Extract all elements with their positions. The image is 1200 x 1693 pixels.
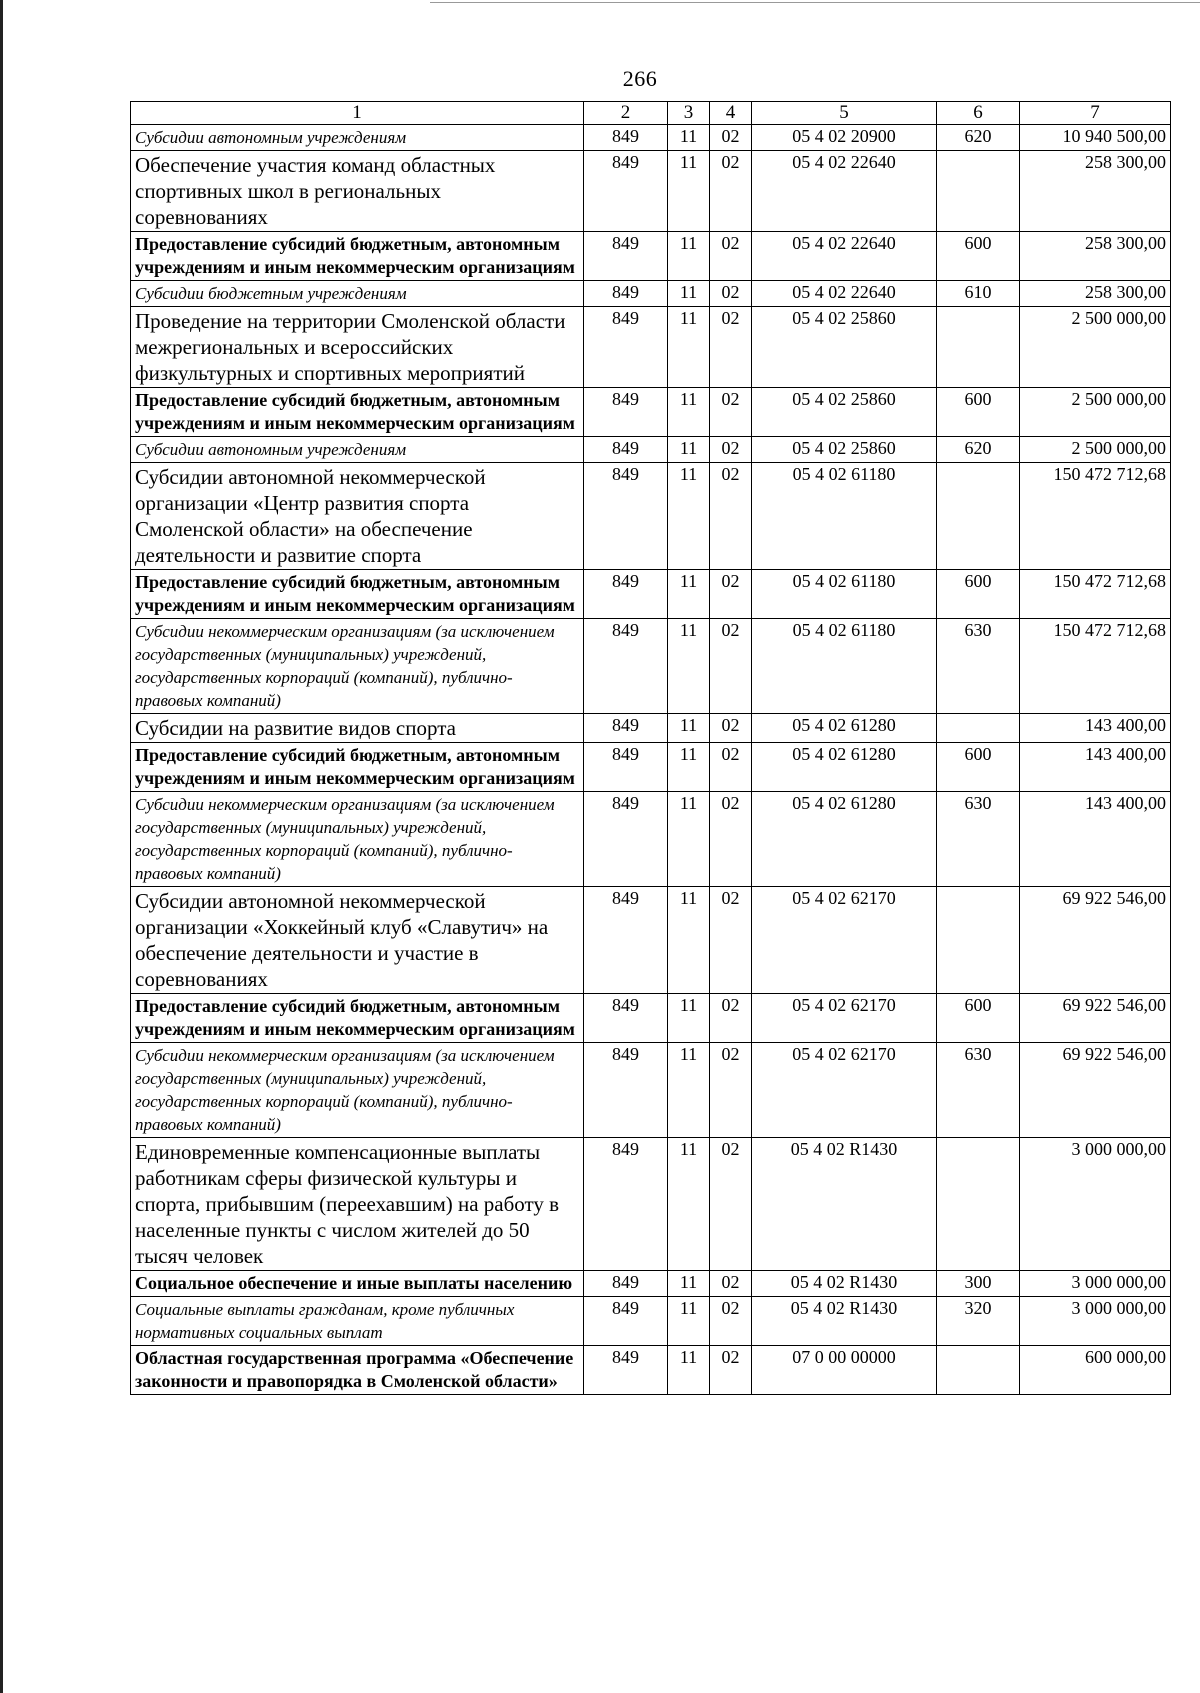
amount-cell: 258 300,00 bbox=[1020, 232, 1171, 281]
amount-cell: 258 300,00 bbox=[1020, 281, 1171, 307]
expense-type-cell: 600 bbox=[937, 743, 1020, 792]
row-name-cell: Субсидии автономным учреждениям bbox=[131, 125, 584, 151]
table-row bbox=[131, 1346, 1171, 1395]
table-row bbox=[131, 1271, 1171, 1297]
subsection-cell: 02 bbox=[710, 792, 752, 887]
admin-code-cell: 849 bbox=[584, 1043, 668, 1138]
amount-cell: 143 400,00 bbox=[1020, 792, 1171, 887]
admin-code-cell: 849 bbox=[584, 281, 668, 307]
section-cell: 11 bbox=[668, 1271, 710, 1297]
expense-type-cell: 320 bbox=[937, 1297, 1020, 1346]
header-col-4: 4 bbox=[710, 102, 752, 125]
subsection-cell: 02 bbox=[710, 307, 752, 388]
amount-cell: 143 400,00 bbox=[1020, 714, 1171, 743]
scan-left-edge bbox=[0, 0, 3, 1693]
expense-type-cell: 300 bbox=[937, 1271, 1020, 1297]
section-cell: 11 bbox=[668, 994, 710, 1043]
expense-type-cell bbox=[937, 1138, 1020, 1271]
section-cell: 11 bbox=[668, 1346, 710, 1395]
section-cell: 11 bbox=[668, 281, 710, 307]
table-row bbox=[131, 887, 1171, 994]
subsection-cell: 02 bbox=[710, 994, 752, 1043]
target-article-cell: 05 4 02 62170 bbox=[752, 994, 937, 1043]
row-name-cell: Субсидии бюджетным учреждениям bbox=[131, 281, 584, 307]
section-cell: 11 bbox=[668, 619, 710, 714]
target-article-cell: 05 4 02 R1430 bbox=[752, 1138, 937, 1271]
section-cell: 11 bbox=[668, 570, 710, 619]
table-row bbox=[131, 570, 1171, 619]
row-name-cell: Предоставление субсидий бюджетным, автономным учреждениям и иным некоммерческим организациям bbox=[131, 232, 584, 281]
subsection-cell: 02 bbox=[710, 1138, 752, 1271]
subsection-cell: 02 bbox=[710, 232, 752, 281]
target-article-cell: 05 4 02 25860 bbox=[752, 307, 937, 388]
admin-code-cell: 849 bbox=[584, 792, 668, 887]
amount-cell: 3 000 000,00 bbox=[1020, 1138, 1171, 1271]
amount-cell: 3 000 000,00 bbox=[1020, 1297, 1171, 1346]
subsection-cell: 02 bbox=[710, 619, 752, 714]
section-cell: 11 bbox=[668, 743, 710, 792]
amount-cell: 69 922 546,00 bbox=[1020, 887, 1171, 994]
admin-code-cell: 849 bbox=[584, 307, 668, 388]
row-name-cell: Проведение на территории Смоленской области межрегиональных и всероссийских физкультурных и спортивных мероприятий bbox=[131, 307, 584, 388]
section-cell: 11 bbox=[668, 232, 710, 281]
table-row bbox=[131, 1297, 1171, 1346]
table-row bbox=[131, 1043, 1171, 1138]
row-name-cell: Обеспечение участия команд областных спортивных школ в региональных соревнованиях bbox=[131, 151, 584, 232]
row-name-cell: Социальные выплаты гражданам, кроме публичных нормативных социальных выплат bbox=[131, 1297, 584, 1346]
row-name-cell: Социальное обеспечение и иные выплаты населению bbox=[131, 1271, 584, 1297]
page-number: 266 bbox=[622, 66, 658, 91]
table-row bbox=[131, 792, 1171, 887]
subsection-cell: 02 bbox=[710, 1297, 752, 1346]
amount-cell: 150 472 712,68 bbox=[1020, 570, 1171, 619]
expense-type-cell bbox=[937, 307, 1020, 388]
amount-cell: 69 922 546,00 bbox=[1020, 1043, 1171, 1138]
target-article-cell: 05 4 02 61280 bbox=[752, 792, 937, 887]
header-col-2: 2 bbox=[584, 102, 668, 125]
expense-type-cell: 600 bbox=[937, 994, 1020, 1043]
admin-code-cell: 849 bbox=[584, 463, 668, 570]
section-cell: 11 bbox=[668, 307, 710, 388]
admin-code-cell: 849 bbox=[584, 232, 668, 281]
row-name-cell: Субсидии некоммерческим организациям (за исключением государственных (муниципальных) учреждений, государственных корпораций (компаний), публично-правовых компаний) bbox=[131, 1043, 584, 1138]
table-row bbox=[131, 232, 1171, 281]
expense-type-cell bbox=[937, 714, 1020, 743]
table-body bbox=[131, 125, 1171, 1395]
admin-code-cell: 849 bbox=[584, 714, 668, 743]
section-cell: 11 bbox=[668, 1138, 710, 1271]
expense-type-cell: 630 bbox=[937, 619, 1020, 714]
table-row bbox=[131, 281, 1171, 307]
subsection-cell: 02 bbox=[710, 463, 752, 570]
expense-type-cell bbox=[937, 151, 1020, 232]
target-article-cell: 05 4 02 22640 bbox=[752, 151, 937, 232]
admin-code-cell: 849 bbox=[584, 887, 668, 994]
table-row bbox=[131, 743, 1171, 792]
subsection-cell: 02 bbox=[710, 151, 752, 232]
amount-cell: 258 300,00 bbox=[1020, 151, 1171, 232]
table-row bbox=[131, 307, 1171, 388]
budget-table bbox=[130, 101, 1171, 1395]
amount-cell: 2 500 000,00 bbox=[1020, 307, 1171, 388]
table-row bbox=[131, 1138, 1171, 1271]
table-row bbox=[131, 714, 1171, 743]
amount-cell: 3 000 000,00 bbox=[1020, 1271, 1171, 1297]
header-col-1: 1 bbox=[131, 102, 584, 125]
target-article-cell: 05 4 02 R1430 bbox=[752, 1297, 937, 1346]
target-article-cell: 05 4 02 22640 bbox=[752, 281, 937, 307]
amount-cell: 600 000,00 bbox=[1020, 1346, 1171, 1395]
admin-code-cell: 849 bbox=[584, 1138, 668, 1271]
expense-type-cell bbox=[937, 887, 1020, 994]
row-name-cell: Предоставление субсидий бюджетным, автономным учреждениям и иным некоммерческим организациям bbox=[131, 743, 584, 792]
subsection-cell: 02 bbox=[710, 1043, 752, 1138]
target-article-cell: 05 4 02 R1430 bbox=[752, 1271, 937, 1297]
amount-cell: 2 500 000,00 bbox=[1020, 437, 1171, 463]
table-row bbox=[131, 437, 1171, 463]
amount-cell: 143 400,00 bbox=[1020, 743, 1171, 792]
table-row bbox=[131, 125, 1171, 151]
expense-type-cell: 620 bbox=[937, 125, 1020, 151]
admin-code-cell: 849 bbox=[584, 1297, 668, 1346]
target-article-cell: 05 4 02 62170 bbox=[752, 1043, 937, 1138]
scan-top-edge bbox=[430, 2, 1200, 3]
row-name-cell: Субсидии некоммерческим организациям (за исключением государственных (муниципальных) учреждений, государственных корпораций (компаний), публично-правовых компаний) bbox=[131, 619, 584, 714]
row-name-cell: Субсидии некоммерческим организациям (за исключением государственных (муниципальных) учреждений, государственных корпораций (компаний), публично-правовых компаний) bbox=[131, 792, 584, 887]
row-name-cell: Субсидии автономным учреждениям bbox=[131, 437, 584, 463]
section-cell: 11 bbox=[668, 714, 710, 743]
target-article-cell: 05 4 02 22640 bbox=[752, 232, 937, 281]
amount-cell: 2 500 000,00 bbox=[1020, 388, 1171, 437]
header-row bbox=[131, 102, 1171, 125]
section-cell: 11 bbox=[668, 1043, 710, 1138]
section-cell: 11 bbox=[668, 463, 710, 570]
section-cell: 11 bbox=[668, 388, 710, 437]
expense-type-cell: 600 bbox=[937, 388, 1020, 437]
target-article-cell: 05 4 02 25860 bbox=[752, 388, 937, 437]
amount-cell: 150 472 712,68 bbox=[1020, 463, 1171, 570]
table-row bbox=[131, 463, 1171, 570]
amount-cell: 150 472 712,68 bbox=[1020, 619, 1171, 714]
target-article-cell: 07 0 00 00000 bbox=[752, 1346, 937, 1395]
subsection-cell: 02 bbox=[710, 125, 752, 151]
admin-code-cell: 849 bbox=[584, 388, 668, 437]
subsection-cell: 02 bbox=[710, 437, 752, 463]
admin-code-cell: 849 bbox=[584, 151, 668, 232]
target-article-cell: 05 4 02 61180 bbox=[752, 619, 937, 714]
admin-code-cell: 849 bbox=[584, 1346, 668, 1395]
admin-code-cell: 849 bbox=[584, 125, 668, 151]
row-name-cell: Единовременные компенсационные выплаты работникам сферы физической культуры и спорта, прибывшим (переехавшим) на работу в населенные пункты с числом жителей до 50 тысяч человек bbox=[131, 1138, 584, 1271]
amount-cell: 69 922 546,00 bbox=[1020, 994, 1171, 1043]
subsection-cell: 02 bbox=[710, 570, 752, 619]
header-col-7: 7 bbox=[1020, 102, 1171, 125]
header-col-5: 5 bbox=[752, 102, 937, 125]
target-article-cell: 05 4 02 20900 bbox=[752, 125, 937, 151]
row-name-cell: Предоставление субсидий бюджетным, автономным учреждениям и иным некоммерческим организациям bbox=[131, 994, 584, 1043]
section-cell: 11 bbox=[668, 1297, 710, 1346]
expense-type-cell bbox=[937, 1346, 1020, 1395]
table-row bbox=[131, 619, 1171, 714]
subsection-cell: 02 bbox=[710, 743, 752, 792]
expense-type-cell: 600 bbox=[937, 570, 1020, 619]
admin-code-cell: 849 bbox=[584, 437, 668, 463]
admin-code-cell: 849 bbox=[584, 570, 668, 619]
subsection-cell: 02 bbox=[710, 1346, 752, 1395]
subsection-cell: 02 bbox=[710, 281, 752, 307]
row-name-cell: Субсидии на развитие видов спорта bbox=[131, 714, 584, 743]
expense-type-cell: 600 bbox=[937, 232, 1020, 281]
subsection-cell: 02 bbox=[710, 714, 752, 743]
admin-code-cell: 849 bbox=[584, 1271, 668, 1297]
expense-type-cell: 610 bbox=[937, 281, 1020, 307]
row-name-cell: Предоставление субсидий бюджетным, автономным учреждениям и иным некоммерческим организациям bbox=[131, 388, 584, 437]
expense-type-cell: 620 bbox=[937, 437, 1020, 463]
row-name-cell: Субсидии автономной некоммерческой организации «Центр развития спорта Смоленской области» на обеспечение деятельности и развитие спорта bbox=[131, 463, 584, 570]
section-cell: 11 bbox=[668, 437, 710, 463]
expense-type-cell bbox=[937, 463, 1020, 570]
expense-type-cell: 630 bbox=[937, 1043, 1020, 1138]
section-cell: 11 bbox=[668, 151, 710, 232]
section-cell: 11 bbox=[668, 125, 710, 151]
target-article-cell: 05 4 02 25860 bbox=[752, 437, 937, 463]
admin-code-cell: 849 bbox=[584, 743, 668, 792]
amount-cell: 10 940 500,00 bbox=[1020, 125, 1171, 151]
row-name-cell: Субсидии автономной некоммерческой организации «Хоккейный клуб «Славутич» на обеспечение деятельности и участие в соревнованиях bbox=[131, 887, 584, 994]
table-row bbox=[131, 388, 1171, 437]
section-cell: 11 bbox=[668, 887, 710, 994]
target-article-cell: 05 4 02 61280 bbox=[752, 743, 937, 792]
subsection-cell: 02 bbox=[710, 887, 752, 994]
admin-code-cell: 849 bbox=[584, 619, 668, 714]
subsection-cell: 02 bbox=[710, 1271, 752, 1297]
table-row bbox=[131, 994, 1171, 1043]
row-name-cell: Областная государственная программа «Обеспечение законности и правопорядка в Смоленской области» bbox=[131, 1346, 584, 1395]
header-col-3: 3 bbox=[668, 102, 710, 125]
target-article-cell: 05 4 02 62170 bbox=[752, 887, 937, 994]
target-article-cell: 05 4 02 61180 bbox=[752, 463, 937, 570]
row-name-cell: Предоставление субсидий бюджетным, автономным учреждениям и иным некоммерческим организациям bbox=[131, 570, 584, 619]
admin-code-cell: 849 bbox=[584, 994, 668, 1043]
subsection-cell: 02 bbox=[710, 388, 752, 437]
section-cell: 11 bbox=[668, 792, 710, 887]
header-col-6: 6 bbox=[937, 102, 1020, 125]
target-article-cell: 05 4 02 61180 bbox=[752, 570, 937, 619]
table-row bbox=[131, 151, 1171, 232]
target-article-cell: 05 4 02 61280 bbox=[752, 714, 937, 743]
expense-type-cell: 630 bbox=[937, 792, 1020, 887]
